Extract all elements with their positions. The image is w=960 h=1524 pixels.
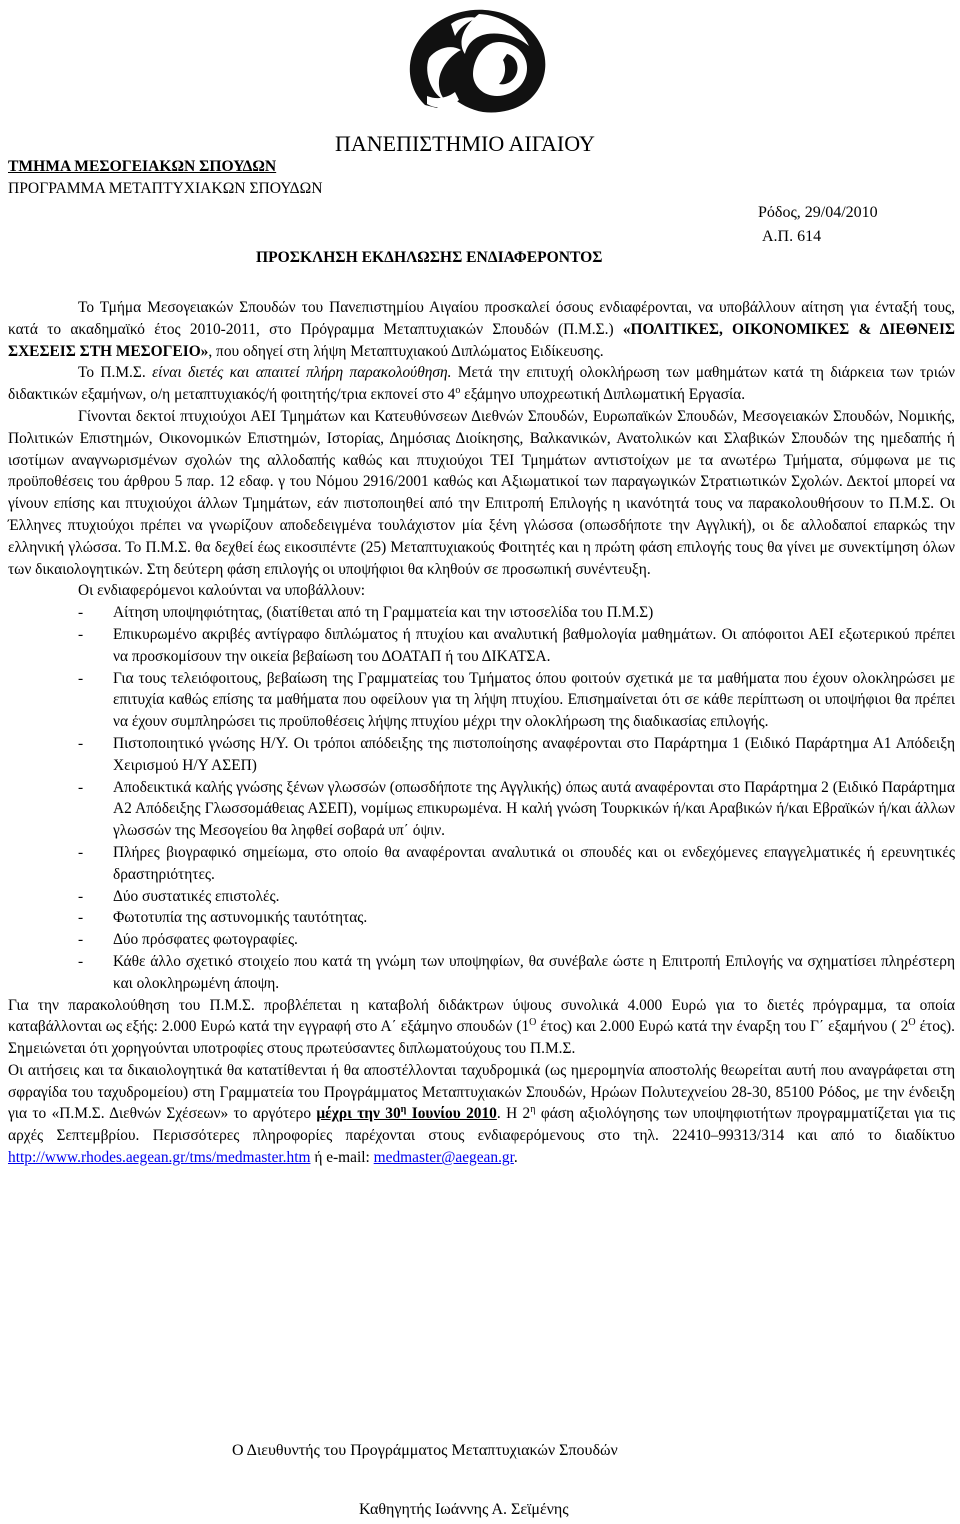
intro-paragraph: Το Τμήμα Μεσογειακών Σπουδών του Πανεπιστημίου Αιγαίου προσκαλεί όσους ενδιαφέρονται, να υποβάλλουν αίτηση για ένταξή τους, κατά το ακαδημαϊκό έτος 2010-2011, στο Πρόγραμμα Μεταπτυχιακών Σπουδών (Π.Μ.Σ.) «ΠΟΛΙΤΙΚΕΣ, ΟΙΚΟΝΟΜΙΚΕΣ & ΔΙΕΘΝΕΙΣ ΣΧΕΣΕΙΣ ΣΤΗ ΜΕΣΟΓΕΙΟ», που οδηγεί στη λήψη Μεταπτυχιακού Διπλώματος Ειδίκευσης.	[8, 299, 955, 360]
fees-paragraph: Για την παρακολούθηση του Π.Μ.Σ. προβλέπεται η καταβολή διδάκτρων ύψους συνολικά 4.000 Ευρώ για το διετές πρόγραμμα, τα οποία καταβάλλονται ως εξής: 2.000 Ευρώ κατά την εγγραφή στο Α΄ εξάμηνο σπουδών ($1^O$ έτος) και 2.000 Ευρώ κατά την έναρξη του Γ΄ εξαμήνου ( $2^O$ έτος). Σημειώνεται ότι χορηγούνται υποτροφίες στους πρωτεύσαντες διπλωματούχους του Π.Μ.Σ.	[8, 996, 955, 1058]
document-title: ΠΡΟΣΚΛΗΣΗ ΕΚΔΗΛΩΣΗΣ ΕΝΔΙΑΦΕΡΟΝΤΟΣ	[256, 249, 603, 266]
university-name: ΠΑΝΕΠΙΣΤΗΜΙΟ ΑΙΓΑΙΟΥ	[335, 131, 595, 156]
program-title: «ΠΟΛΙΤΙΚΕΣ, ΟΙΚΟΝΟΜΙΚΕΣ & ΔΙΕΘΝΕΙΣ ΣΧΕΣΕΙΣ ΣΤΗ ΜΕΣΟΓΕΙΟ»	[8, 320, 955, 360]
list-item: - Αίτηση υποψηφιότητας, (διατίθεται από τη Γραμματεία και την ιστοσελίδα του Π.Μ.Σ)	[78, 604, 654, 622]
list-item: - Κάθε άλλο σχετικό στοιχείο που κατά τη γνώμη των υποψηφίων, θα συνέβαλε ώστε η Επιτροπή Επιλογής να σχηματίσει πληρέστερη και ολοκληρωμένη άποψη.	[78, 952, 955, 992]
list-item: - Πιστοποιητικό γνώσης Η/Υ. Οι τρόποι απόδειξης της πιστοποίησης αναφέρονται στο Παράρτημα 1 (Ειδικό Παράρτημα Α1 Απόδειξη Χειρισμού Η/Υ ΑΣΕΠ)	[78, 734, 955, 774]
list-item: - Επικυρωμένο ακριβές αντίγραφο διπλώματος ή πτυχίου και αναλυτική βαθμολογία μαθημάτων. Οι απόφοιτοι ΑΕΙ εξωτερικού πρέπει να προσκομίσουν την οικεία βεβαίωση του ΔΟΑΤΑΠ ή του ΔΙΚΑΤΣΑ.	[78, 625, 955, 665]
list-item: - Φωτοτυπία της αστυνομικής ταυτότητας.	[78, 909, 368, 927]
document-body	[8, 297, 955, 1169]
list-item: - Αποδεικτικά καλής γνώσης ξένων γλωσσών (οπωσδήποτε της Αγγλικής) όπως αυτά αναφέρονται στο Παράρτημα 2 (Ειδικό Παράρτημα Α2 Απόδειξης Γλωσσομάθειας ΑΣΕΠ), νομίμως επικυρωμένα. Η καλή γνώση Τουρκικών ή/και Αραβικών ή/και Εβραϊκών ή/και άλλων γλωσσών της Μεσογείου θα ληφθεί σοβαρά υπ΄ όψιν.	[78, 778, 955, 840]
program-name: ΠΡΟΓΡΑΜΜΑ ΜΕΤΑΠΤΥΧΙΑΚΩΝ ΣΠΟΥΔΩΝ	[8, 180, 323, 197]
submission-paragraph: Οι αιτήσεις και τα δικαιολογητικά θα κατατίθενται ή θα αποστέλλονται ταχυδρομικά (ως ημερομηνία αποστολής θεωρείται αυτή που αναγράφεται στη σφραγίδα του ταχυδρομείου) στη Γραμματεία του Προγράμματος Μεταπτυχιακών Σπουδών, Ηρώων Πολυτεχνείου 28-30, 85100 Ρόδος, με την ένδειξη για το «Π.Μ.Σ. Διεθνών Σχέσεων» το αργότερο μέχρι την $30^\eta$ Ιουνίου 2010. Η $2^\eta$ φάση αξιολόγησης των υποψηφιοτήτων προγραμματίζεται για τις αρχές Σεπτεμβρίου. Περισσότερες πληροφορίες παρέχονται στους ενδιαφερόμενους στο τηλ. 22410–99313/314 και από το διαδίκτυο http://www.rhodes.aegean.gr/tms/medmaster.htm ή e-mail: medmaster@aegean.gr.	[8, 1061, 956, 1167]
deadline: μέχρι την $30^\eta$ Ιουνίου 2010	[316, 1104, 497, 1123]
place-date: Ρόδος, 29/04/2010	[758, 204, 878, 221]
signature-role: Ο Διευθυντής του Προγράμματος Μεταπτυχιακών Σπουδών	[232, 1442, 618, 1459]
list-item: - Για τους τελειόφοιτους, βεβαίωση της Γραμματείας του Τμήματος όπου φοιτούν σχετικά με τα μαθήματα που έχουν ολοκληρώσει με επιτυχία καθώς επίσης τα μαθήματα που οφείλουν για τη λήψη πτυχίου. Επισημαίνεται ότι σε κάθε περίπτωση οι υποψήφιοι θα πρέπει να έχουν συμπληρώσει τις προϋποθέσεις λήψης πτυχίου μέχρι την ολοκλήρωση της διαδικασίας επιλογής.	[78, 669, 955, 731]
list-item: - Δύο πρόσφατες φωτογραφίες.	[78, 931, 298, 949]
list-item: - Πλήρες βιογραφικό σημείωμα, στο οποίο θα αναφέρονται αναλυτικά οι σπουδές και οι ενδεχόμενες επαγγελματικές ή ερευνητικές δραστηριότητες.	[78, 843, 955, 883]
website-link[interactable]: http://www.rhodes.aegean.gr/tms/medmaster.htm	[8, 1149, 311, 1167]
protocol-number: Α.Π. 614	[762, 228, 822, 245]
department-name: ΤΜΗΜΑ ΜΕΣΟΓΕΙΑΚΩΝ ΣΠΟΥΔΩΝ	[8, 158, 277, 175]
list-item: - Δύο συστατικές επιστολές.	[78, 887, 280, 905]
eligibility-paragraph: Γίνονται δεκτοί πτυχιούχοι ΑΕΙ Τμημάτων και Κατευθύνσεων Διεθνών Σπουδών, Ευρωπαϊκών Σπουδών, Μεσογειακών Σπουδών, Νομικής, Πολιτικών Επιστημών, Οικονομικών Επιστημών, Ιστορίας, Δημόσιας Διοίκησης, Βαλκανικών, Ανατολικών και Σλαβικών Σπουδών της ημεδαπής ή ισοτίμων αναγνωρισμένων σχολών της αλλοδαπής καθώς και πτυχιούχοι ΤΕΙ Τμημάτων αντιστοίχων με τα ανωτέρω Τμήματα, σύμφωνα με τις προϋποθέσεις του άρθρου 5 παρ. 12 εδαφ. γ του Νόμου 2916/2001 καθώς και Αξιωματικοί των παραγωγικών Στρατιωτικών Σχολών. Δεκτοί μπορεί να γίνουν επίσης και πτυχιούχοι άλλων Τμημάτων, εάν πιστοποιηθεί από την Επιτροπή Επιλογής η ικανότητά τους να παρακολουθήσουν το Π.Μ.Σ. Οι Έλληνες πτυχιούχοι πρέπει να γνωρίζουν αποδεδειγμένα τουλάχιστον μία ξένη γλώσσα (οπωσδήποτε την Αγγλική), οι δε αλλοδαποί επαρκώς την ελληνική γλώσσα. Το Π.Μ.Σ. θα δεχθεί έως εικοσιπέντε (25) Μεταπτυχιακούς Φοιτητές και η πρώτη φάση επιλογής τους θα γίνει με συνεκτίμηση όλων των δικαιολογητικών. Στη δεύτερη φάση επιλογής οι υποψήφιοι θα κληθούν σε προσωπική συνέντευξη.	[8, 407, 955, 578]
email-link[interactable]: medmaster@aegean.gr	[373, 1149, 514, 1167]
university-seal-logo	[367, 0, 577, 118]
documents-intro: Οι ενδιαφερόμενοι καλούνται να υποβάλλουν:	[78, 582, 366, 600]
duration-paragraph: Το Π.Μ.Σ. είναι διετές και απαιτεί πλήρη παρακολούθηση. Μετά την επιτυχή ολοκλήρωση των μαθημάτων κατά τη διάρκεια των τριών διδακτικών εξαμήνων, ο/η μεταπτυχιακός/ή φοιτητής/τρια εκπονεί στο $4^o$ εξάμηνο υποχρεωτική Διπλωματική Εργασία.	[8, 364, 955, 404]
signature-name: Καθηγητής Ιωάννης Α. Σεϊμένης	[359, 1501, 569, 1518]
documents-list	[8, 602, 955, 994]
